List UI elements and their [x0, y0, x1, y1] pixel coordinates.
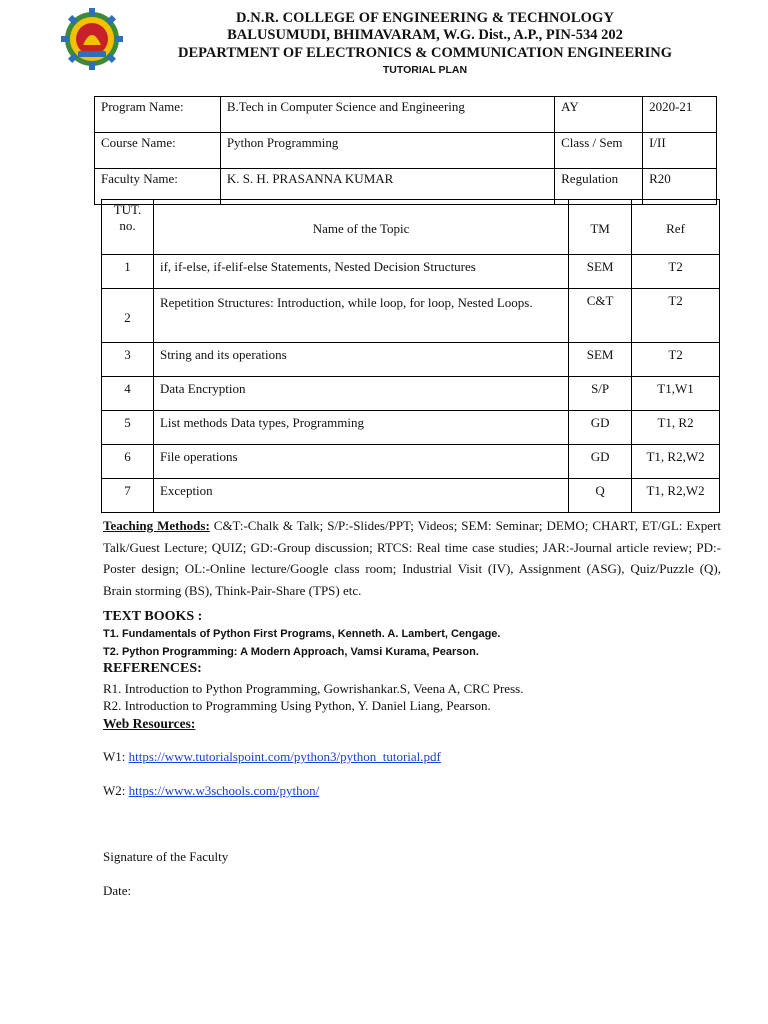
header-ref: Ref	[632, 200, 720, 255]
ay-label: AY	[555, 97, 643, 133]
teaching-method: GD	[569, 411, 632, 445]
date-label: Date:	[103, 883, 132, 898]
table-row	[102, 479, 720, 513]
table-header-row	[102, 200, 720, 255]
topic-name: List methods Data types, Programming	[153, 411, 568, 445]
reference: T1, R2,W2	[632, 479, 720, 513]
college-logo	[58, 8, 126, 70]
topic-name: Repetition Structures: Introduction, while loop, for loop, Nested Loops.	[153, 289, 568, 343]
text-book-t1: T1. Fundamentals of Python First Programs, Kenneth. A. Lambert, Cengage.	[103, 628, 501, 640]
program-label: Program Name:	[95, 97, 221, 133]
table-row	[102, 255, 720, 289]
faculty-signature-label: Signature of the Faculty	[103, 849, 229, 864]
document-header	[130, 10, 720, 77]
topics-table	[101, 199, 720, 513]
reference: T1,W1	[632, 377, 720, 411]
header-topic: Name of the Topic	[153, 200, 568, 255]
tut-no: 7	[102, 479, 154, 513]
topic-name: String and its operations	[153, 343, 568, 377]
tut-no: 2	[102, 289, 154, 343]
document-type: TUTORIAL PLAN	[382, 64, 468, 76]
w2-label: W2:	[103, 783, 129, 798]
w2-link[interactable]: https://www.w3schools.com/python/	[128, 783, 320, 798]
web-resource-w2	[103, 783, 319, 799]
course-info-table	[94, 96, 717, 205]
web-resource-w1	[103, 749, 441, 765]
table-row	[102, 289, 720, 343]
college-address: BALUSUMUDI, BHIMAVARAM, W.G. Dist., A.P., PIN-534 202	[227, 27, 623, 43]
header-tm: TM	[569, 200, 632, 255]
reference: T1, R2,W2	[632, 445, 720, 479]
teaching-methods-label: Teaching Methods:	[103, 518, 210, 533]
header-tut-no: TUT. no.	[102, 200, 154, 255]
reference: T2	[632, 289, 720, 343]
table-row	[95, 133, 717, 169]
teaching-method: SEM	[569, 343, 632, 377]
tut-no: 1	[102, 255, 154, 289]
faculty-value: K. S. H. PRASANNA KUMAR	[220, 169, 554, 205]
teaching-methods-text: C&T:-Chalk & Talk; S/P:-Slides/PPT; Videos; SEM: Seminar; DEMO; CHART, ET/GL: Expert Talk/Guest Lecture; QUIZ; GD:-Group discussion; RTCS: Real time case studies; JAR:-Journal article review; PD:-Poster design; OL:-Online lecture/Google class room; Industrial Visit (IV), Assignment (ASG), Quiz/Puzzle (Q), Brain storming (BS), Think-Pair-Share (TPS) etc.	[103, 518, 721, 598]
class-label: Class / Sem	[555, 133, 643, 169]
topic-name: Exception	[153, 479, 568, 513]
regulation-value: R20	[643, 169, 717, 205]
table-row	[102, 377, 720, 411]
class-value: I/II	[643, 133, 717, 169]
web-resources-title: Web Resources:	[103, 716, 196, 731]
course-value: Python Programming	[220, 133, 554, 169]
teaching-method: C&T	[569, 289, 632, 343]
table-row	[95, 97, 717, 133]
tut-no: 4	[102, 377, 154, 411]
teaching-methods-paragraph	[103, 515, 721, 601]
table-row	[102, 343, 720, 377]
teaching-method: SEM	[569, 255, 632, 289]
w1-link[interactable]: https://www.tutorialspoint.com/python3/python_tutorial.pdf	[128, 749, 441, 764]
topic-name: Data Encryption	[153, 377, 568, 411]
reference: T2	[632, 255, 720, 289]
ay-value: 2020-21	[643, 97, 717, 133]
teaching-method: S/P	[569, 377, 632, 411]
reference-r1: R1. Introduction to Python Programming, Gowrishankar.S, Veena A, CRC Press.	[103, 681, 524, 696]
tut-no: 5	[102, 411, 154, 445]
department-name: DEPARTMENT OF ELECTRONICS & COMMUNICATION ENGINEERING	[177, 45, 672, 61]
college-name: D.N.R. COLLEGE OF ENGINEERING & TECHNOLOGY	[235, 10, 615, 26]
teaching-method: Q	[569, 479, 632, 513]
table-row	[102, 411, 720, 445]
topic-name: File operations	[153, 445, 568, 479]
w1-label: W1:	[103, 749, 129, 764]
course-label: Course Name:	[95, 133, 221, 169]
faculty-label: Faculty Name:	[95, 169, 221, 205]
table-row	[102, 445, 720, 479]
references-title: REFERENCES:	[103, 661, 202, 676]
teaching-method: GD	[569, 445, 632, 479]
reference: T2	[632, 343, 720, 377]
topic-name: if, if-else, if-elif-else Statements, Nested Decision Structures	[153, 255, 568, 289]
text-books-title: TEXT BOOKS :	[103, 609, 203, 624]
tut-no: 3	[102, 343, 154, 377]
tut-no: 6	[102, 445, 154, 479]
reference-r2: R2. Introduction to Programming Using Python, Y. Daniel Liang, Pearson.	[103, 698, 491, 713]
reference: T1, R2	[632, 411, 720, 445]
text-book-t2: T2. Python Programming: A Modern Approach, Vamsi Kurama, Pearson.	[103, 646, 479, 658]
program-value: B.Tech in Computer Science and Engineering	[220, 97, 554, 133]
regulation-label: Regulation	[555, 169, 643, 205]
